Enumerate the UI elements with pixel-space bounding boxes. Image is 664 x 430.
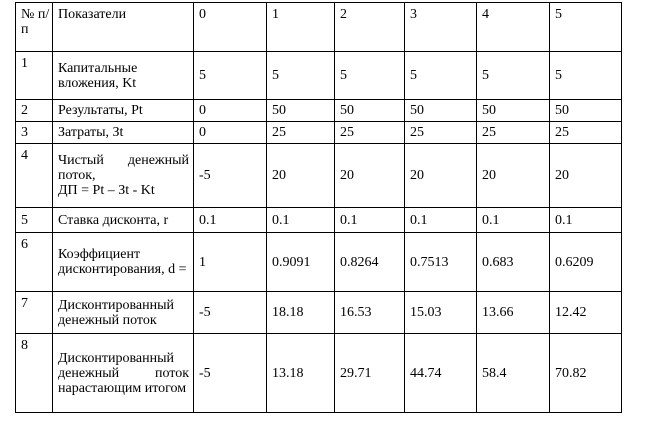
row-value: 25 (477, 122, 550, 144)
row-value: 25 (405, 122, 477, 144)
row-value: 16.53 (335, 292, 405, 334)
row-value: 58.4 (477, 334, 550, 413)
table-row (16, 122, 622, 144)
row-num: 3 (16, 122, 53, 144)
row-label-line: вложения, Kt (58, 75, 137, 91)
row-value: 13.18 (267, 334, 335, 413)
row-value: 18.18 (267, 292, 335, 334)
table-row (16, 52, 622, 100)
header-period-4: 4 (477, 3, 550, 52)
row-label: Коэффициент дисконтирования, d = (53, 233, 194, 292)
row-value: 50 (550, 100, 622, 122)
header-period-5: 5 (550, 3, 622, 52)
row-num: 6 (16, 233, 53, 292)
row-num: 8 (16, 334, 53, 413)
row-label: Дисконтированный денежный поток (53, 292, 194, 334)
row-value: 0.1 (194, 208, 267, 233)
row-value: 5 (267, 52, 335, 100)
header-num: № п/п (16, 3, 53, 52)
row-value: 25 (550, 122, 622, 144)
row-value: 20 (267, 144, 335, 208)
row-value: -5 (194, 334, 267, 413)
row-value: 5 (477, 52, 550, 100)
row-value: 44.74 (405, 334, 477, 413)
row-num: 4 (16, 144, 53, 208)
table-row (16, 100, 622, 122)
row-value: 70.82 (550, 334, 622, 413)
row-value: 12.42 (550, 292, 622, 334)
table-row (16, 334, 622, 413)
cash-flow-table (15, 2, 622, 413)
row-value: 1 (194, 233, 267, 292)
row-value: 20 (405, 144, 477, 208)
cash-flow-table-container (15, 2, 622, 413)
row-value: 0.6209 (550, 233, 622, 292)
row-value: 20 (550, 144, 622, 208)
row-value: 5 (405, 52, 477, 100)
row-value: -5 (194, 144, 267, 208)
header-row (16, 3, 622, 52)
row-label: Ставка дисконта, r (53, 208, 194, 233)
header-indicator: Показатели (53, 3, 194, 52)
row-label-line: ДП = Pt – Зt - Kt (58, 183, 155, 198)
row-label (53, 52, 194, 100)
row-label-line: Чистый денежный поток, (58, 153, 189, 183)
row-value: 0.1 (550, 208, 622, 233)
table-row (16, 208, 622, 233)
row-value: 0.1 (335, 208, 405, 233)
row-value: 25 (267, 122, 335, 144)
row-value: 50 (335, 100, 405, 122)
row-label: Дисконтированный денежный поток нарастающим итогом (53, 334, 194, 413)
table-row (16, 292, 622, 334)
row-value: 0 (194, 100, 267, 122)
header-period-0: 0 (194, 3, 267, 52)
row-value: 5 (335, 52, 405, 100)
row-value: 20 (335, 144, 405, 208)
row-value: 0.1 (405, 208, 477, 233)
row-value: 0.7513 (405, 233, 477, 292)
header-period-2: 2 (335, 3, 405, 52)
row-value: 0.1 (477, 208, 550, 233)
row-num: 2 (16, 100, 53, 122)
row-value: 15.03 (405, 292, 477, 334)
row-label (53, 144, 194, 208)
row-value: 0.1 (267, 208, 335, 233)
row-value: 50 (477, 100, 550, 122)
row-value: 13.66 (477, 292, 550, 334)
row-label: Затраты, Зt (53, 122, 194, 144)
row-value: 20 (477, 144, 550, 208)
row-label-line: Капитальные (58, 60, 138, 76)
row-value: 25 (335, 122, 405, 144)
row-value: 0.9091 (267, 233, 335, 292)
row-value: 0 (194, 122, 267, 144)
row-value: -5 (194, 292, 267, 334)
table-row (16, 233, 622, 292)
row-value: 0.8264 (335, 233, 405, 292)
row-value: 5 (550, 52, 622, 100)
row-value: 29.71 (335, 334, 405, 413)
row-num: 7 (16, 292, 53, 334)
table-row (16, 144, 622, 208)
row-value: 50 (405, 100, 477, 122)
row-value: 5 (194, 52, 267, 100)
row-value: 0.683 (477, 233, 550, 292)
row-value: 50 (267, 100, 335, 122)
header-period-1: 1 (267, 3, 335, 52)
header-period-3: 3 (405, 3, 477, 52)
row-label: Результаты, Pt (53, 100, 194, 122)
row-num: 5 (16, 208, 53, 233)
row-num: 1 (16, 52, 53, 100)
